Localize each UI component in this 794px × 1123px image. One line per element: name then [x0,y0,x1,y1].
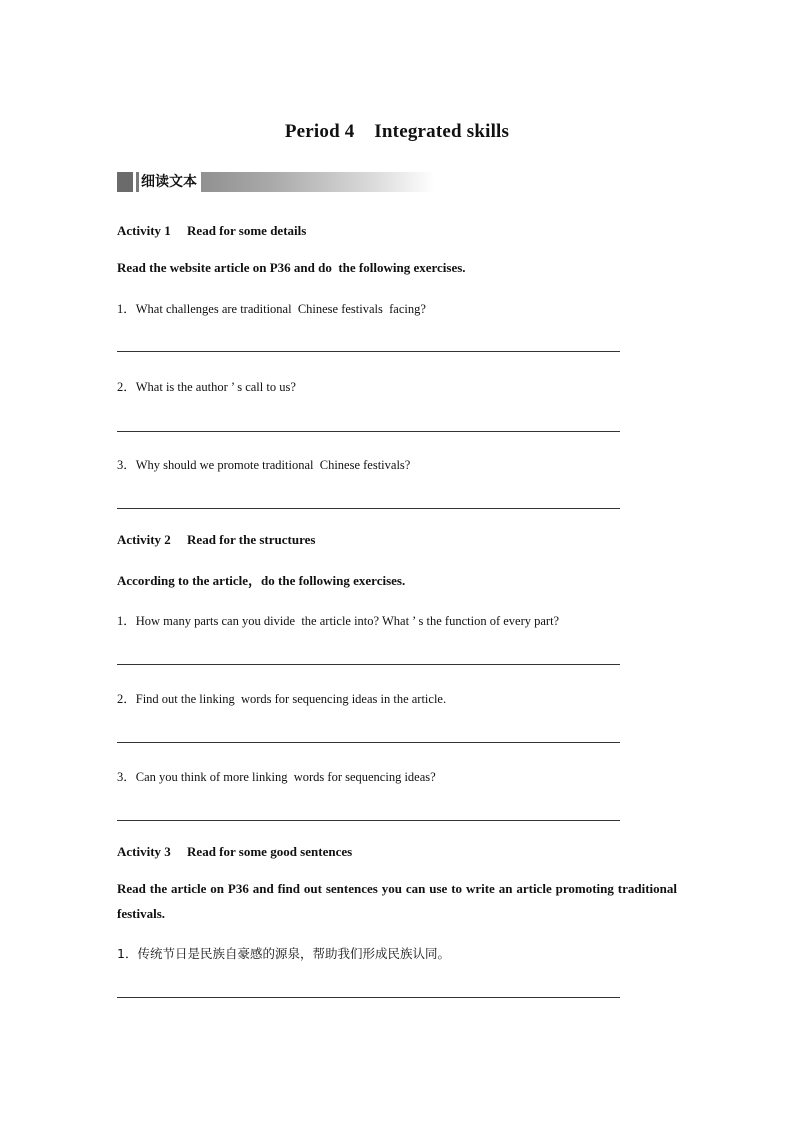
activity3-instruction: Read the article on P36 and find out sentences you can use to write an article promoting traditional festivals. [117,881,677,921]
activity3-question-1: 1．传统节日是民族自豪感的源泉，帮助我们形成民族认同。 [117,946,450,961]
activity1-question-2: 2．What is the author ’ s call to us? [117,380,296,394]
answer-line[interactable] [117,742,620,743]
activity1-question-1: 1．What challenges are traditional Chinese festivals facing? [117,302,426,316]
answer-line[interactable] [117,351,620,352]
banner-square-marker [117,172,133,192]
answer-line[interactable] [117,508,620,509]
activity1-heading: Activity 1 Read for some details [117,223,307,238]
activity3-heading: Activity 3 Read for some good sentences [117,844,353,859]
answer-line[interactable] [117,820,620,821]
activity2-heading: Activity 2 Read for the structures [117,532,316,547]
activity2-question-1: 1．How many parts can you divide the article into? What ’ s the function of every part? [117,614,560,628]
answer-line[interactable] [117,431,620,432]
activity2-instruction: According to the article，do the following exercises. [117,573,406,588]
section-banner [117,172,435,192]
answer-line[interactable] [117,664,620,665]
banner-gradient-bar [136,172,435,192]
activity2-question-3: 3．Can you think of more linking words for sequencing ideas? [117,770,436,784]
banner-label: 细读文本 [139,172,201,192]
activity1-instruction: Read the website article on P36 and do the following exercises. [117,260,466,275]
activity1-question-3: 3．Why should we promote traditional Chinese festivals? [117,458,411,472]
answer-line[interactable] [117,997,620,998]
page-title: Period 4 Integrated skills [284,121,510,142]
activity2-question-2: 2．Find out the linking words for sequencing ideas in the article. [117,692,447,706]
